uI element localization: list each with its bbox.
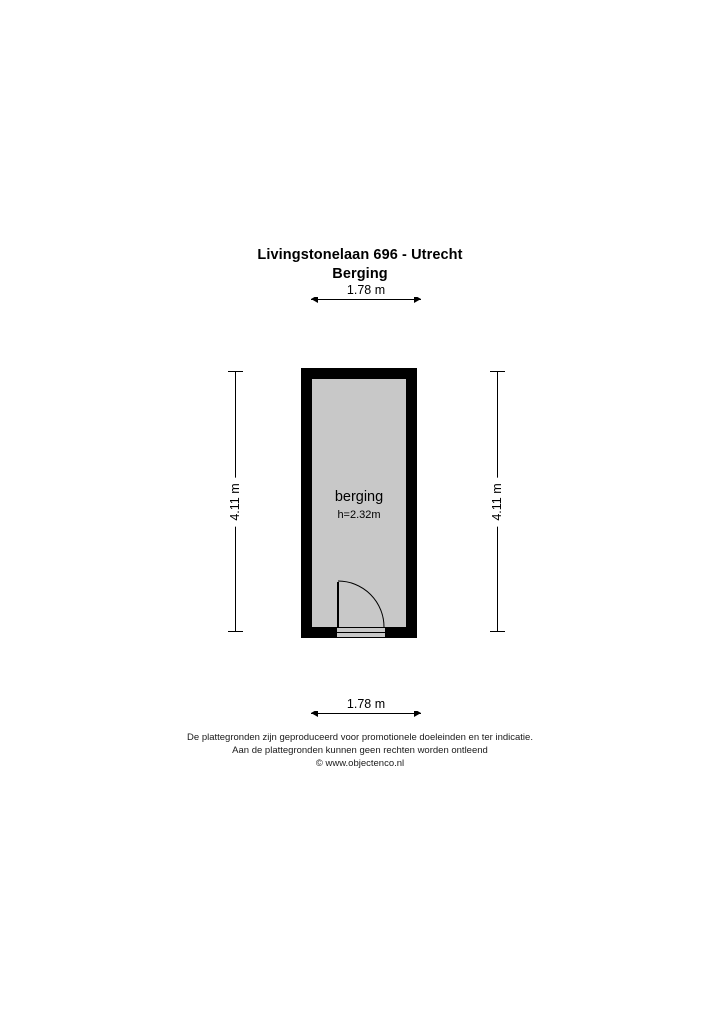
door-swing-arc-icon bbox=[335, 579, 387, 629]
room-name: berging bbox=[334, 489, 384, 505]
footer-line-1: De plattegronden zijn geproduceerd voor promotionele doeleinden en ter indicatie. bbox=[187, 732, 533, 743]
dimension-cap-bottom bbox=[228, 631, 243, 632]
dimension-left-height bbox=[225, 371, 245, 632]
title-subtitle: Berging bbox=[332, 266, 388, 282]
footer-line-2: Aan de plattegronden kunnen geen rechten worden ontleend bbox=[232, 745, 488, 756]
dimension-cap-top bbox=[490, 371, 505, 372]
dimension-line bbox=[311, 713, 421, 714]
dimension-bottom-width bbox=[311, 697, 421, 723]
dimension-cap-top bbox=[228, 371, 243, 372]
dimension-right-height bbox=[487, 371, 507, 632]
dimension-top-width bbox=[311, 283, 421, 309]
room-label-group bbox=[301, 488, 417, 523]
title-address: Livingstonelaan 696 - Utrecht bbox=[257, 247, 463, 263]
dimension-left-height-label: 4.11 m bbox=[225, 477, 245, 526]
footer-copyright: © www.objectenco.nl bbox=[315, 758, 405, 769]
dimension-line bbox=[311, 299, 421, 300]
dimension-top-width-label: 1.78 m bbox=[311, 283, 421, 297]
page-title bbox=[0, 246, 720, 284]
dimension-right-height-label: 4.11 m bbox=[487, 477, 507, 526]
dimension-bottom-width-label: 1.78 m bbox=[311, 697, 421, 711]
room-ceiling-height: h=2.32m bbox=[337, 509, 381, 521]
dimension-cap-bottom bbox=[490, 631, 505, 632]
footer-disclaimer bbox=[0, 731, 720, 770]
